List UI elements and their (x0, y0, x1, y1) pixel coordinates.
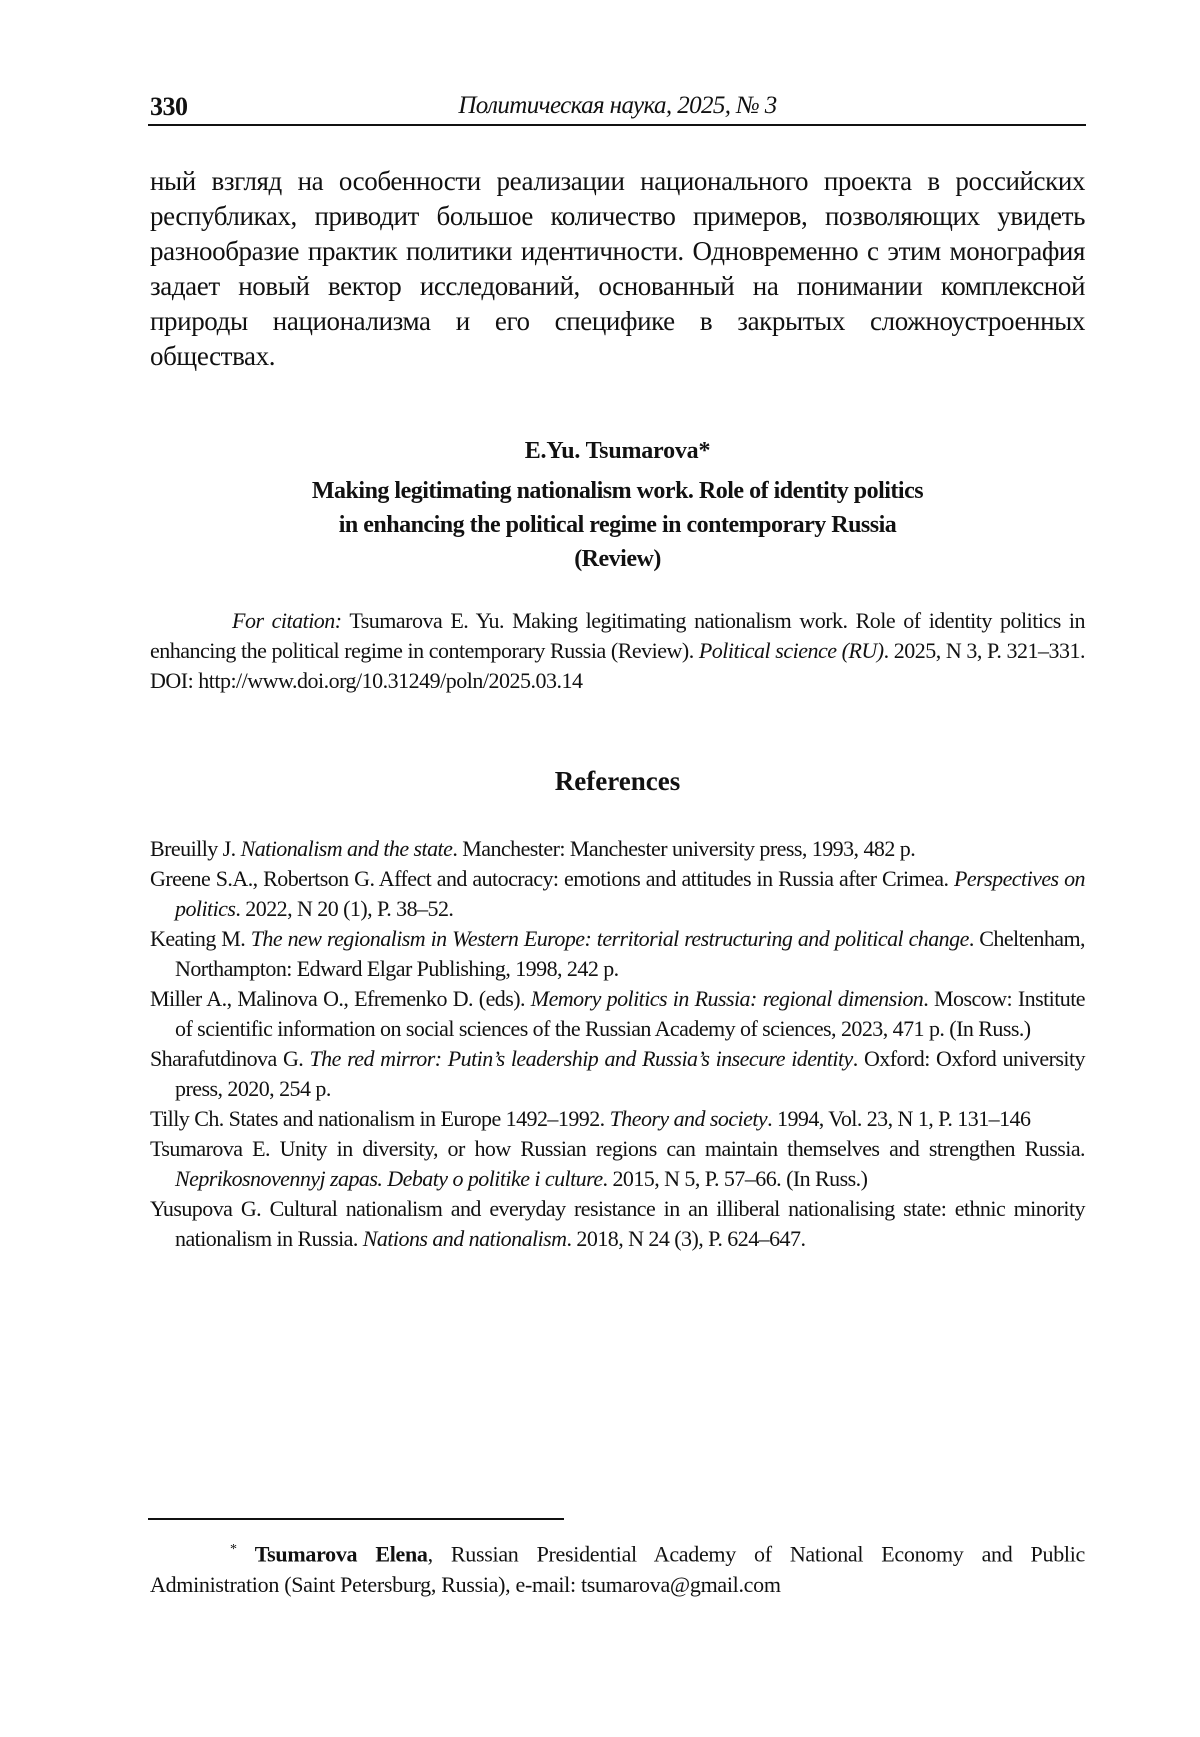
title-line: Making legitimating nationalism work. Role of identity politics (150, 474, 1085, 508)
citation-journal: Political science (RU) (699, 638, 884, 663)
ref-authors: Keating M. (150, 926, 251, 951)
ref-authors: Sharafutdinova G. (150, 1046, 309, 1071)
ref-details: . 2018, N 24 (3), P. 624–647. (567, 1226, 806, 1251)
header-rule (148, 124, 1086, 126)
ref-title: Theory and society (610, 1106, 768, 1131)
ref-authors: Tsumarova E. Unity in diversity, or how Russian regions can maintain themselves and strengthen Russia. (150, 1136, 1085, 1161)
ref-title: Perspectives on politics (175, 866, 1085, 921)
reference-item (150, 1134, 1085, 1194)
ref-title: The red mirror: Putin’s leadership and Russia’s insecure identity (309, 1046, 852, 1071)
running-header: Политическая наука, 2025, № 3 (150, 92, 1085, 120)
ref-authors: Greene S.A., Robertson G. Affect and autocracy: emotions and attitudes in Russia after Crimea. (150, 866, 954, 891)
citation-label: For citation: (232, 608, 342, 633)
reference-item (150, 1194, 1085, 1254)
ref-title: Nationalism and the state (241, 836, 453, 861)
ref-details: . Cheltenham, Northampton: Edward Elgar Publishing, 1998, 242 p. (175, 926, 1085, 981)
citation (150, 606, 1085, 696)
body-paragraph: ный взгляд на особенности реализации национального проекта в российских республиках, приводит большое количество примеров, позволяющих увидеть разнообразие практик политики идентичности. Одновременно с этим монография задает новый вектор исследований, основанный на понимании комплексной природы национализма и его специфике в закрытых сложноустроенных обществах. (150, 164, 1085, 374)
reference-item (150, 984, 1085, 1044)
article-title (150, 474, 1085, 576)
ref-details: . 1994, Vol. 23, N 1, P. 131–146 (767, 1106, 1030, 1131)
footnote-affiliation: , Russian Presidential Academy of National Economy and Public Administration (Saint Petersburg, Russia), e-mail: tsumarova@gmail.com (150, 1541, 1085, 1597)
reference-item (150, 1104, 1085, 1134)
ref-authors: Tilly Ch. States and nationalism in Europe 1492–1992. (150, 1106, 610, 1131)
references-list (150, 834, 1085, 1254)
ref-title: Memory politics in Russia: regional dimension (531, 986, 923, 1011)
reference-item (150, 924, 1085, 984)
references-heading: References (150, 766, 1085, 797)
ref-details: . Moscow: Institute of scientific information on social sciences of the Russian Academy of sciences, 2023, 471 p. (In Russ.) (175, 986, 1085, 1041)
title-line: (Review) (150, 542, 1085, 576)
title-line: in enhancing the political regime in contemporary Russia (150, 508, 1085, 542)
ref-title: The new regionalism in Western Europe: territorial restructuring and political change (251, 926, 969, 951)
reference-item (150, 834, 1085, 864)
ref-title: Neprikosnovennyj zapas. Debaty o politike i culture (175, 1166, 603, 1191)
footnote-mark: * (230, 1542, 237, 1557)
ref-authors: Breuilly J. (150, 836, 241, 861)
ref-details: . Oxford: Oxford university press, 2020, 254 p. (175, 1046, 1085, 1101)
footnote-rule (148, 1518, 564, 1520)
ref-title: Nations and nationalism (363, 1226, 567, 1251)
reference-item (150, 1044, 1085, 1104)
ref-authors: Miller A., Malinova O., Efremenko D. (eds). (150, 986, 531, 1011)
ref-details: . 2022, N 20 (1), P. 38–52. (235, 896, 453, 921)
citation-text: Tsumarova E. Yu. Making legitimating nationalism work. Role of identity politics in enhancing the political regime in contemporary Russia (Review). (150, 608, 1085, 663)
reference-item (150, 864, 1085, 924)
citation-doi: . 2025, N 3, P. 321–331. DOI: http://www.doi.org/10.31249/poln/2025.03.14 (150, 638, 1085, 693)
ref-authors: Yusupova G. Cultural nationalism and everyday resistance in an illiberal nationalising state: ethnic minority nationalism in Russia. (150, 1196, 1085, 1251)
ref-details: . 2015, N 5, P. 57–66. (In Russ.) (603, 1166, 868, 1191)
footnote-author-name: Tsumarova Elena (255, 1541, 428, 1566)
page-number: 330 (150, 92, 188, 122)
article-author: E.Yu. Tsumarova* (150, 438, 1085, 465)
footnote (150, 1534, 1085, 1600)
ref-details: . Manchester: Manchester university press, 1993, 482 p. (452, 836, 915, 861)
